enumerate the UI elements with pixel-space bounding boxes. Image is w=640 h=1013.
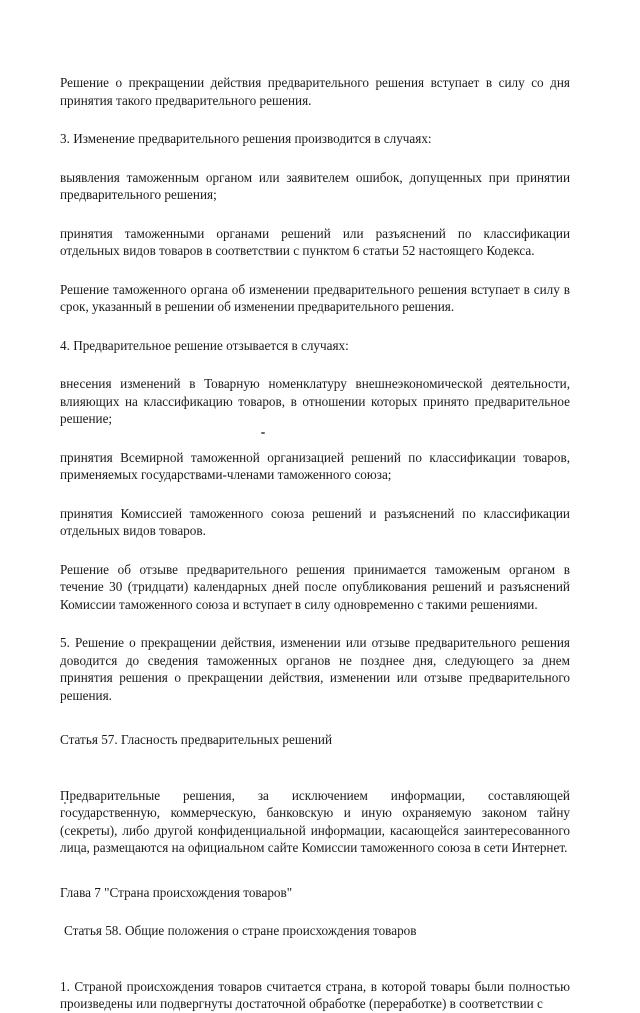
- paragraph-wco-decisions: принятия Всемирной таможенной организацией решений по классификации товаров, применяемых государствами-членами таможенного союза;: [60, 449, 570, 482]
- scan-speck: [64, 802, 66, 804]
- paragraph-country-of-origin: 1. Страной происхождения товаров считается страна, в которой товары были полностью произведены или подвергнуты достаточной обработке (переработке) в соответствии с: [60, 978, 570, 1011]
- paragraph-commission-decisions: принятия Комиссией таможенного союза решений и разъяснений по классификации отдельных видов товаров.: [60, 505, 570, 538]
- paragraph-notification: 5. Решение о прекращении действия, изменении или отзыве предварительного решения доводится до сведения таможенных органов не позднее дня, следующего за днем принятия решения о прекращении действия, изменении или отзыве предварительного решения.: [60, 635, 570, 703]
- chapter-7-title: Глава 7 "Страна происхождения товаров": [60, 884, 293, 900]
- paragraph-errors: выявления таможенным органом или заявителем ошибок, допущенных при принятии предварительного решения;: [60, 169, 570, 202]
- paragraph-amendment-cases: 3. Изменение предварительного решения производится в случаях:: [60, 131, 432, 146]
- paragraph-publicity: Предварительные решения, за исключением информации, составляющей государственную, коммерческую, банковскую и иную охраняемую законом тайну (секреты), либо другой конфиденциальной информации, касающейся заинтересованного лица, размещаются на официальном сайте Комиссии таможенного союза в сети Интернет.: [60, 787, 570, 855]
- document-page: [60, 74, 570, 1013]
- paragraph-revocation-effect: Решение о прекращении действия предварительного решения вступает в силу со дня принятия такого предварительного решения.: [60, 75, 570, 108]
- paragraph-amendment-effect: Решение таможенного органа об изменении предварительного решения вступает в силу в срок, указанный в решении об изменении предварительного решения.: [60, 281, 570, 314]
- scan-speck: [261, 432, 265, 434]
- paragraph-withdrawal-cases: 4. Предварительное решение отзывается в случаях:: [60, 337, 349, 353]
- paragraph-classification-decisions: принятия таможенными органами решений или разъяснений по классификации отдельных видов товаров в соответствии с пунктом 6 статьи 52 настоящего Кодекса.: [60, 225, 570, 258]
- paragraph-withdrawal-effect: Решение об отзыве предварительного решения принимается таможеным органом в течение 30 (тридцати) календарных дней после опубликования решений и разъяснений Комиссии таможенного союза и вступает в силу одновременно с такими решениями.: [60, 561, 570, 612]
- article-57-title: Статья 57. Гласность предварительных решений: [60, 732, 333, 747]
- article-58-title: Статья 58. Общие положения о стране происхождения товаров: [64, 923, 417, 938]
- paragraph-nomenclature-changes: внесения изменений в Товарную номенклатуру внешнеэкономической деятельности, влияющих на классификацию товаров, в отношении которых принято предварительное решение;: [60, 376, 570, 426]
